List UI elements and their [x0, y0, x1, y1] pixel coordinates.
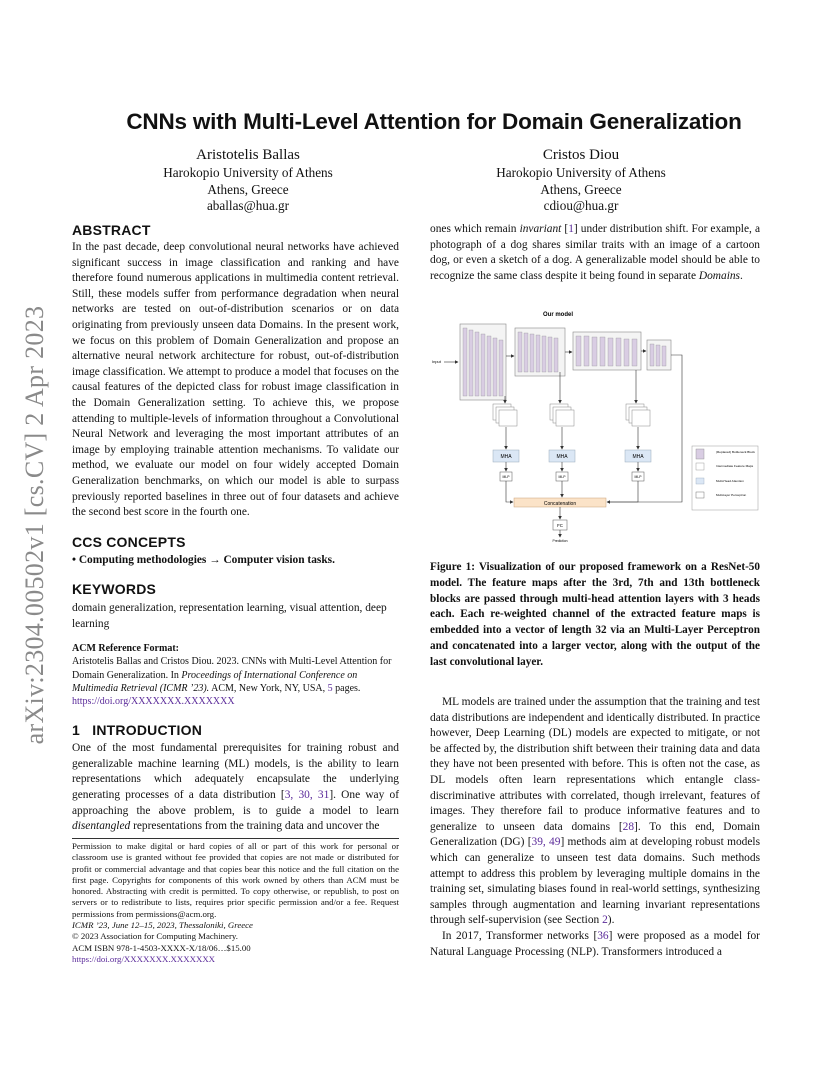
section-link[interactable]: 2: [602, 914, 608, 927]
body-text: ).: [607, 914, 615, 927]
acm-ref-doi-link[interactable]: https://doi.org/XXXXXXX.XXXXXXX: [72, 696, 235, 708]
isbn: ACM ISBN 978-1-4503-XXXX-X/18/06…$15.00: [72, 942, 251, 953]
acm-ref-part: Aristotelis Ballas and Cristos Diou. 2023. CNNs with Multi-Level Attention for Domain Generalization. In: [72, 656, 392, 681]
bottleneck-block-4: [647, 340, 671, 370]
acm-ref-heading: ACM Reference Format:: [72, 643, 179, 655]
bottleneck-block-2: [515, 328, 565, 376]
feature-maps-3: [626, 404, 650, 426]
body-text: ]. To this end, Domain Generalization (DG) [: [430, 820, 760, 849]
acm-ref-part: ACM, New York, NY, USA,: [209, 682, 328, 694]
footnote-doi-link[interactable]: https://doi.org/XXXXXXX.XXXXXXX: [72, 953, 216, 964]
mha-label: MHA: [500, 454, 512, 460]
body-text: ] under distribution shift. For example, a photograph of a dog shares similar traits with an image of a cartoon dog, or even a sketch of a dog. A generalizable model should be able to recognize the same class despite it being found in separate: [430, 223, 760, 282]
acm-ref-venue: Proceedings of International Conference on Multimedia Retrieval (ICMR ’23).: [72, 669, 358, 694]
mha-block-1: [493, 450, 519, 462]
author-block-2: [481, 146, 681, 215]
legend-item: Intermediate Feature Maps: [716, 464, 754, 468]
bottleneck-block-1: [460, 324, 506, 400]
body-text: ones which remain: [430, 223, 520, 235]
mlp-block-1: [500, 472, 512, 481]
acm-ref-pages-link[interactable]: 5: [327, 682, 333, 694]
paper-title: CNNs with Multi-Level Attention for Domain Generalization: [126, 109, 742, 134]
mha-block-2: [549, 450, 575, 462]
footnote: [72, 841, 399, 965]
intro-emphasis: disentangled: [72, 820, 131, 833]
mlp-label: MLP: [502, 475, 510, 479]
copyright: © 2023 Association for Computing Machinery.: [72, 931, 238, 942]
section-title: INTRODUCTION: [92, 722, 203, 739]
abstract-heading: ABSTRACT: [72, 222, 151, 238]
ccs-text: [72, 553, 399, 569]
legend-item: (Replaced) Bottleneck Block: [716, 450, 755, 454]
intro-text: representations from the training data and uncover the: [130, 820, 380, 833]
body-paragraph-1: [430, 695, 760, 929]
right-column-bottom: [430, 695, 760, 960]
conference-info: ICMR ’23, June 12–15, 2023, Thessaloniki, Greece: [72, 920, 253, 931]
citation-link[interactable]: 1: [568, 223, 574, 235]
author-affiliation: Harokopio University of Athens: [496, 165, 666, 180]
body-text: .: [740, 269, 743, 282]
intro-text: ]. One way of approaching the above problem, is to guide a model to learn: [72, 789, 399, 817]
mha-label: MHA: [556, 454, 568, 460]
mlp-block-3: [632, 472, 644, 481]
bottleneck-block-3: [573, 332, 641, 370]
author-name: Aristotelis Ballas: [196, 147, 300, 163]
figure-caption: Figure 1: Visualization of our proposed framework on a ResNet-50 model. The feature maps after the 3rd, 7th and 13th bottleneck blocks are passed through multi-head attention layers with 3 heads each. Each re-weighted channel of the extracted feature maps is embedded into a vector of length 32 via an Multi-Layer Perceptron and concatenated into a larger vector, along with the output of the last convolutional layer.: [430, 561, 760, 668]
arxiv-id: arXiv:2304.00502v1 [cs.CV] 2 Apr 2023: [20, 305, 49, 745]
intro-heading: [72, 722, 399, 738]
citation-link[interactable]: 3, 30, 31: [284, 789, 330, 802]
permission-notice: Permission to make digital or hard copies of all or part of this work for personal or classroom use is granted without fee provided that copies are not made or distributed for profit or commercial advantage and that copies bear this notice and the full citation on the first page. Copyrights for components of this work owned by others than ACM must be honored. Abstracting with credit is permitted. To copy otherwise, or republish, to post on servers or to redistribute to lists, requires prior specific permission and/or a fee. Request permissions from permissions@acm.org.: [72, 841, 399, 919]
fc-block: [553, 520, 567, 530]
legend-item: Multi-Head Attention: [716, 479, 744, 483]
citation-link[interactable]: 28: [622, 820, 635, 833]
mlp-label: MLP: [634, 475, 642, 479]
intro-continuation: [430, 222, 760, 284]
figure-title: Our model: [542, 312, 574, 318]
author-affiliation: Harokopio University of Athens: [163, 165, 333, 180]
mlp-label: MLP: [558, 475, 566, 479]
figure-1: [430, 306, 760, 554]
author-location: Athens, Greece: [540, 181, 622, 197]
body-emphasis: invariant: [519, 223, 562, 235]
mha-block-3: [625, 450, 651, 462]
figure-legend: [692, 446, 758, 510]
author-block-1: [148, 146, 348, 215]
input-label: Input: [432, 359, 441, 364]
mlp-block-2: [556, 472, 568, 481]
arxiv-sidebar: [14, 290, 56, 760]
body-emphasis: Domains: [698, 269, 740, 282]
citation-link[interactable]: 39, 49: [531, 836, 561, 849]
feature-maps-2: [550, 404, 574, 426]
right-column-top: [430, 222, 760, 284]
author-name: Cristos Diou: [542, 147, 620, 163]
mha-label: MHA: [632, 454, 644, 460]
intro-text: One of the most fundamental prerequisites for training robust and generalizable machine learning (ML) models, is the ability to learn representations which adequately encapsulate the underlying generating processes of a data distribution [: [72, 742, 399, 802]
acm-ref-text: [72, 655, 399, 708]
body-text: ] methods aim at developing robust models which can generalize to unseen test data domains. Such methods attempt to address this problem by leveraging multiple domains in the training set, simulating biases found in real-world settings, synthesizing samples through augmentation and learning invariant representations through self-supervision (see Section: [430, 836, 760, 927]
keywords-text: domain generalization, representation learning, visual attention, deep learning: [72, 602, 387, 630]
citation-link[interactable]: 36: [597, 929, 609, 942]
body-text: [: [561, 223, 569, 235]
fc-label: FC: [557, 523, 563, 528]
architecture-diagram: [430, 306, 760, 554]
footnote-rule: [72, 838, 399, 839]
body-text: ML models are trained under the assumption that the training and test data distributions are independent and identically distributed. In practice however, Deep Learning (DL) models are expected to mitigate, or not be affected by, the distribution shift between their training data and data they have not been presented with before. This is often not the case, as DL models often learn representations which entangle class-discriminative attributes with correlated, though irrelevant, features of images. They therefore fail to produce informative features and to generalize to unseen data domains [: [430, 696, 760, 833]
body-paragraph-2: [430, 929, 760, 960]
ccs-heading: CCS CONCEPTS: [72, 533, 186, 550]
body-text: In 2017, Transformer networks [: [442, 929, 598, 942]
abstract-text: In the past decade, deep convolutional neural networks have achieved significant success in image classification and ranking and have therefore found numerous applications in multimedia content retrieval. Still, these models suffer from performance degradation when neural networks are tested on out-of-distribution scenarios or on data originating from previously unseen data Domains. In the present work, we focus on this problem of Domain Generalization and propose an alternative neural network architecture for robust, out-of-distribution image classification. We attempt to produce a model that focuses on the causal features of the depicted class for robust image classification in the Domain Generalization setting. To achieve this, we propose attending to multiple-levels of information throughout a Convolutional Neural Network and leveraging the most important attributes of an image by employing trainable attention mechanisms. To validate our method, we evaluate our model on four widely accepted Domain Generalization benchmarks, on which our model is able to surpass previously reported baselines in three out of four datasets and achieve the second best score in the fourth one.: [72, 241, 399, 519]
concatenation-block: [514, 498, 606, 507]
ccs-concepts: • Computing methodologies → Computer vision tasks.: [72, 553, 335, 566]
author-location: Athens, Greece: [207, 181, 289, 197]
author-email[interactable]: cdiou@hua.gr: [543, 198, 619, 213]
concatenation-label: Concatenation: [543, 501, 577, 507]
author-email[interactable]: aballas@hua.gr: [206, 198, 290, 213]
section-number: 1: [72, 722, 80, 739]
body-text: ] were proposed as a model for Natural Language Processing (NLP). Transformers introduced a: [430, 929, 760, 958]
prediction-label: Prediction: [552, 539, 568, 543]
feature-maps-1: [493, 404, 517, 426]
legend-item: Multi-layer Perceptron: [716, 493, 747, 497]
acm-ref-part: pages.: [332, 682, 361, 694]
keywords-heading: KEYWORDS: [72, 581, 157, 598]
left-column: [72, 222, 399, 835]
intro-paragraph: [72, 741, 399, 835]
